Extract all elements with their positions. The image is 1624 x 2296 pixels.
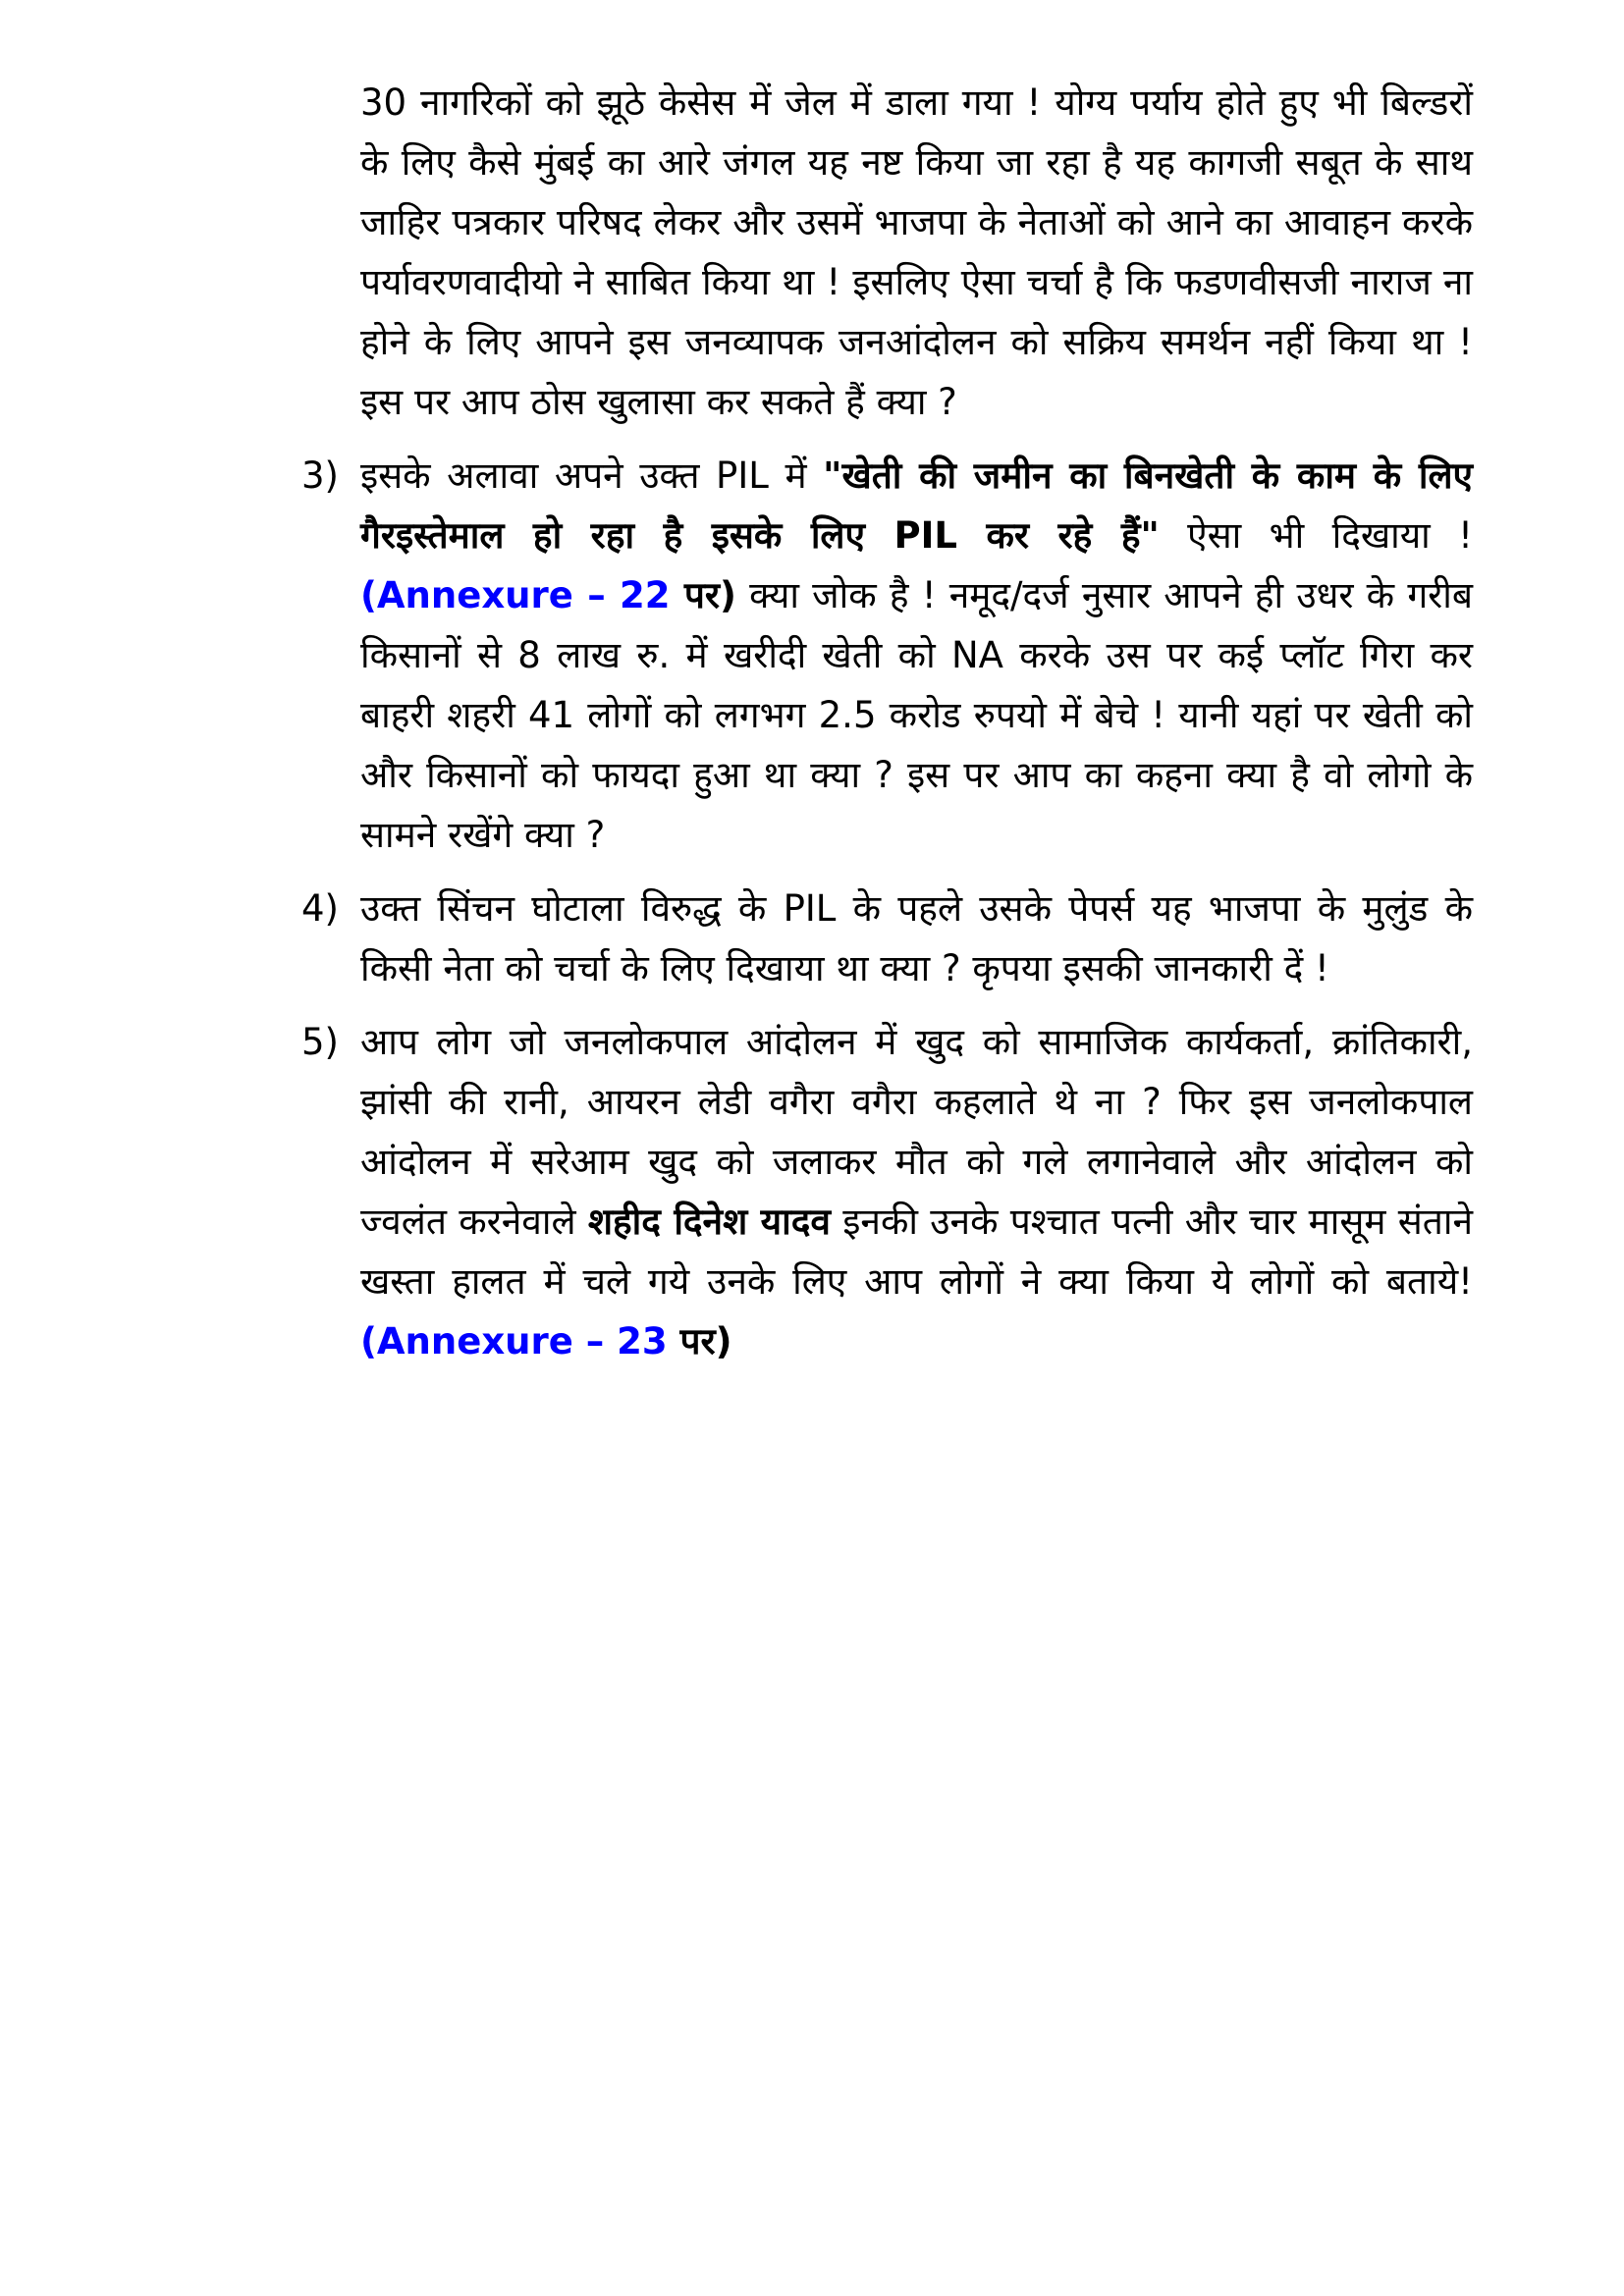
annexure-23-reference: (Annexure – 23 — [360, 1320, 668, 1362]
annexure-22-suffix: पर) — [670, 574, 736, 616]
question-item-3 — [301, 446, 1473, 865]
item-5-rest: इनकी उनके पश्चात पत्नी और चार मासूम संताने खस्ता हालत में चले गये उनके लिए आप लोगों ने क्या किया ये लोगों को बताये! — [360, 1201, 1473, 1303]
item-number-5: 5) — [301, 1021, 339, 1063]
item-number-4: 4) — [301, 887, 339, 930]
question-item-4 — [301, 879, 1473, 998]
item-5-martyr-name: शहीद दिनेश यादव — [587, 1201, 831, 1243]
item-4-text — [360, 879, 1473, 998]
item-3-after-quote: ऐसा भी दिखाया ! — [1159, 514, 1473, 557]
item-4-body: उक्त सिंचन घोटाला विरुद्ध के PIL के पहले उसके पेपर्स यह भाजपा के मुलुंड के किसी नेता को चर्चा के लिए दिखाया था क्या ? कृपया इसकी जानकारी दें ! — [360, 887, 1473, 989]
document-content — [301, 73, 1473, 1385]
item-5-text — [360, 1012, 1473, 1371]
item-3-quoted-claim: "खेती की जमीन का बिनखेती के काम के लिए गैरइस्तेमाल हो रहा है इसके लिए PIL कर रहे हैं" — [360, 454, 1473, 557]
item-3-rest: क्या जोक है ! नमूद/दर्ज नुसार आपने ही उधर के गरीब किसानों से 8 लाख रु. में खरीदी खेती को NA करके उस पर कई प्लॉट गिरा कर बाहरी शहरी 41 लोगों को लगभग 2.5 करोड रुपयो में बेचे ! यानी यहां पर खेती को और किसानों को फायदा हुआ था क्या ? इस पर आप का कहना क्या है वो लोगो के सामने रखेंगे क्या ? — [360, 574, 1473, 856]
annexure-23-suffix: पर) — [667, 1320, 732, 1362]
annexure-22-reference: (Annexure – 22 — [360, 574, 671, 616]
continuation-paragraph: 30 नागरिकों को झूठे केसेस में जेल में डाला गया ! योग्य पर्याय होते हुए भी बिल्डरों के लिए कैसे मुंबई का आरे जंगल यह नष्ट किया जा रहा है यह कागजी सबूत के साथ जाहिर पत्रकार परिषद लेकर और उसमें भाजपा के नेताओं को आने का आवाहन करके पर्यावरणवादीयो ने साबित किया था ! इसलिए ऐसा चर्चा है कि फडणवीसजी नाराज ना होने के लिए आपने इस जनव्यापक जनआंदोलन को सक्रिय समर्थन नहीं किया था ! इस पर आप ठोस खुलासा कर सकते हैं क्या ? — [360, 81, 1473, 423]
item-5-intro: आप लोग जो जनलोकपाल आंदोलन में खुद को सामाजिक कार्यकर्ता, क्रांतिकारी, झांसी की रानी, आयरन लेडी वगैरा वगैरा कहलाते थे ना ? फिर इस जनलोकपाल आंदोलन में सरेआम खुद को जलाकर मौत को गले लगानेवाले और आंदोलन को ज्वलंत करनेवाले — [360, 1021, 1473, 1243]
item-3-intro: इसके अलावा अपने उक्त PIL में — [360, 454, 824, 497]
item-number-3: 3) — [301, 454, 339, 497]
item-3-text — [360, 446, 1473, 865]
question-item-5 — [301, 1012, 1473, 1371]
